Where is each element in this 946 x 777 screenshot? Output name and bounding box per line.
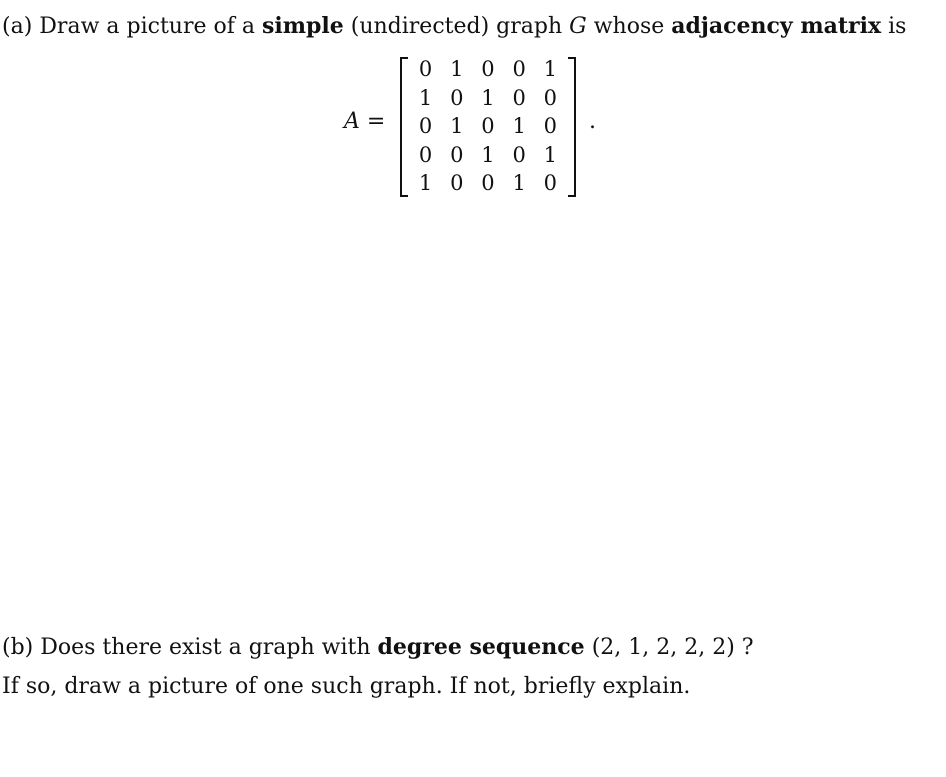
matrix-left-bracket [400,57,408,197]
matrix-cell: 0 [481,57,495,82]
degree-sequence-values: (2, 1, 2, 2, 2) ? [591,635,754,660]
matrix-right-bracket [568,57,576,197]
matrix-cell: 1 [481,85,495,110]
matrix-cell: 0 [418,142,433,167]
matrix-cell: 0 [512,57,526,82]
matrix-cell: 0 [543,85,558,110]
matrix-cell: 0 [450,85,464,110]
part-a-text-2: (undirected) graph [350,14,563,39]
matrix-cell: 0 [450,171,464,196]
matrix-cell: 0 [418,114,433,139]
matrix-cell: 1 [418,85,433,110]
part-a-text-3: whose [593,14,665,39]
matrix-label: A = [344,109,386,134]
part-b-question [2,633,754,662]
part-a-prompt [2,12,906,41]
matrix-cell: 1 [450,57,464,82]
matrix-period: . [589,109,596,134]
part-b-text-1: Does there exist a graph with [40,635,371,660]
matrix-cell: 0 [543,114,558,139]
part-a-label: (a) [2,14,33,39]
part-b-term-degree-sequence: degree sequence [377,634,585,660]
matrix-cell: 1 [450,114,464,139]
matrix-cell: 0 [543,171,558,196]
matrix-cell: 0 [512,85,526,110]
part-a-text-1: Draw a picture of a [39,14,255,39]
part-a-text-4: is [888,14,907,39]
part-a-term-adjacency-matrix: adjacency matrix [671,13,882,39]
part-b-label: (b) [2,635,34,660]
part-a-term-simple: simple [261,13,344,39]
matrix-cell: 1 [543,142,558,167]
matrix-cell: 0 [512,142,526,167]
part-b-instruction: If so, draw a picture of one such graph. If not, briefly explain. [2,674,691,699]
graph-variable: G [569,14,587,39]
matrix-cell: 0 [418,57,433,82]
matrix-cell: 1 [543,57,558,82]
matrix-cell: 0 [450,142,464,167]
matrix-cell: 1 [512,114,526,139]
adjacency-matrix [410,55,566,198]
matrix-cell: 1 [512,171,526,196]
matrix-cell: 1 [418,171,433,196]
matrix-cell: 0 [481,171,495,196]
matrix-cell: 1 [481,142,495,167]
matrix-cell: 0 [481,114,495,139]
